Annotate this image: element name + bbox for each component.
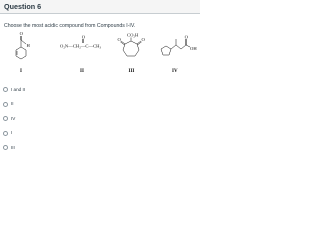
radio-button[interactable] [3, 87, 8, 92]
radio-button[interactable] [3, 102, 8, 107]
compound-structures [0, 29, 200, 77]
question-prompt: Choose the most acidic compound from Compounds I-IV. [4, 23, 136, 29]
answer-choices [3, 86, 123, 159]
radio-button[interactable] [3, 145, 8, 150]
choice-label: II [11, 101, 14, 107]
choice-iv[interactable] [3, 115, 123, 130]
compound-2-numeral: II [80, 69, 84, 74]
compound-1-structure [16, 36, 26, 59]
compound-1-numeral: I [20, 69, 22, 74]
compound-4-oxygen-label: O [184, 34, 188, 40]
compound-2-formula-label: O₂N—CH₂—C—CH₃ [60, 43, 102, 49]
compound-2-oxygen-label: O [81, 34, 86, 40]
choice-ii[interactable] [3, 101, 123, 116]
question-header [0, 0, 200, 14]
quiz-question-page [0, 0, 200, 161]
choice-label: III [11, 144, 15, 150]
compound-1-hydrogen-label: H [26, 42, 30, 48]
compound-3-oxygen-left-label: O [117, 37, 121, 42]
compound-4-numeral: IV [172, 69, 178, 74]
compound-3-numeral: III [128, 69, 135, 74]
radio-button[interactable] [3, 116, 8, 121]
compound-3-oxygen-right-label: O [141, 37, 145, 42]
choice-i[interactable] [3, 130, 123, 145]
compound-4-structure [161, 39, 190, 55]
compound-3-acid-label: CO₂H [127, 32, 139, 38]
choice-i-and-ii[interactable] [3, 86, 123, 101]
compound-1-oxygen-label: O [19, 31, 23, 37]
compound-2-structure [82, 39, 83, 43]
compound-3-structure [117, 37, 141, 57]
choice-label: IV [11, 115, 16, 121]
compound-4-hydroxyl-label: OH [190, 46, 197, 51]
choice-label: I [11, 130, 13, 136]
choice-label: I and II [11, 86, 26, 92]
question-title: Question 6 [4, 2, 42, 11]
choice-iii[interactable] [3, 144, 123, 159]
radio-button[interactable] [3, 131, 8, 136]
